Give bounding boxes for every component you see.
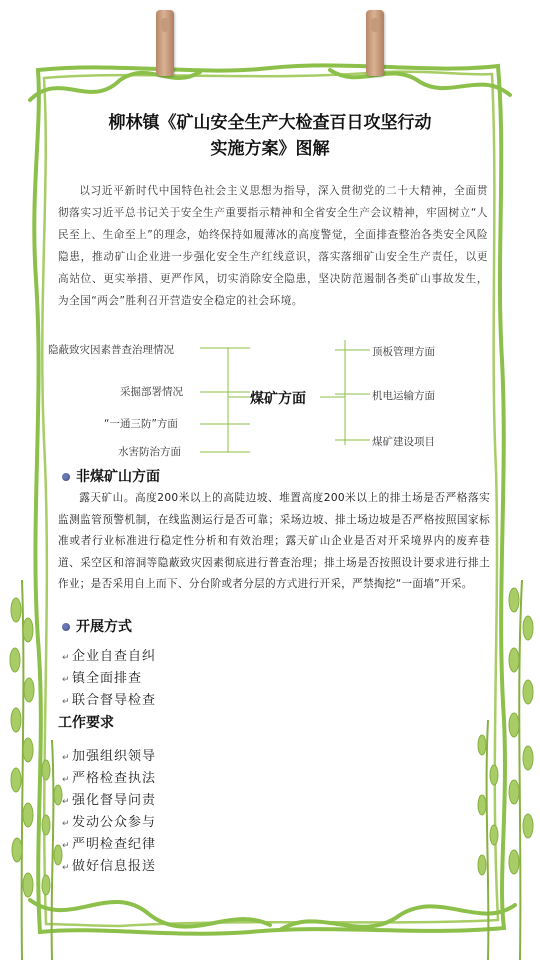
list-item: ↵做好信息报送 [62, 856, 156, 878]
list-item: ↵发动公众参与 [62, 812, 156, 834]
paragraph-mark-icon: ↵ [62, 841, 71, 851]
mindmap-left-1: 隐蔽致灾因素普查治理情况 [48, 344, 174, 356]
clothespin-right [366, 10, 384, 76]
methods-list [62, 646, 156, 712]
intro-paragraph: 以习近平新时代中国特色社会主义思想为指导，深入贯彻党的二十大精神，全面贯彻落实习近平总书记关于安全生产重要指示精神和全省安全生产会议精神，牢固树立“人民至上、生命至上”的理念，始终保持如履薄冰的高度警觉，全面排查整治各类安全风险隐患，推动矿山企业进一步强化安全生产红线意识，落实落细矿山安全生产责任，以更高站位、更实举措、更严作风，切实消除安全隐患，坚决防范遏制各类矿山事故发生，为全国“两会”胜利召开营造安全稳定的社会环境。 [58, 185, 488, 307]
non-coal-paragraph: 露天矿山。高度200米以上的高陡边坡、堆置高度200米以上的排土场是否严格落实监测监管预警机制，在线监测运行是否可靠；采场边坡、排土场边坡是否严格按照国家标准或者行业标准进行稳定性分析和有效治理；露天矿山企业是否对开采境界内的废弃巷道、采空区和溶洞等隐蔽致灾因素彻底进行普查治理；排土场是否按照设计要求进行排土作业；是否采用自上而下、分台阶或者分层的方式进行开采，严禁掏挖“一面墙”开采。 [58, 492, 490, 590]
mindmap-left-2: 采掘部署情况 [120, 386, 183, 398]
bullet-icon [62, 623, 70, 631]
requirements-heading: 工作要求 [58, 715, 114, 731]
bullet-icon [62, 473, 70, 481]
list-item: ↵严明检查纪律 [62, 834, 156, 856]
mindmap-left-4: 水害防治方面 [118, 446, 181, 458]
paragraph-mark-icon: ↵ [62, 753, 71, 763]
paragraph-mark-icon: ↵ [62, 797, 71, 807]
paragraph-mark-icon: ↵ [62, 775, 71, 785]
title-line-1: 柳林镇《矿山安全生产大检查百日攻坚行动 [108, 113, 432, 133]
methods-heading: 开展方式 [62, 616, 132, 636]
paragraph-mark-icon: ↵ [62, 863, 71, 873]
paragraph-mark-icon: ↵ [62, 653, 71, 663]
list-item: ↵加强组织领导 [62, 746, 156, 768]
page-title [60, 110, 480, 162]
paragraph-mark-icon: ↵ [62, 675, 71, 685]
mindmap-right-3: 煤矿建设项目 [372, 436, 435, 448]
list-item: ↵联合督导检查 [62, 690, 156, 712]
mindmap-right-1: 顶板管理方面 [372, 346, 435, 358]
paragraph-mark-icon: ↵ [62, 819, 71, 829]
list-item: ↵镇全面排查 [62, 668, 156, 690]
clothespin-left [156, 10, 174, 76]
mindmap-left-3: “一通三防”方面 [104, 418, 178, 430]
paragraph-mark-icon: ↵ [62, 697, 71, 707]
non-coal-heading: 非煤矿山方面 [62, 466, 160, 486]
requirements-list [62, 746, 156, 878]
mindmap-center: 煤矿方面 [250, 391, 306, 407]
list-item: ↵企业自查自纠 [62, 646, 156, 668]
title-line-2: 实施方案》图解 [210, 139, 330, 159]
mindmap-right-2: 机电运输方面 [372, 390, 435, 402]
list-item: ↵严格检查执法 [62, 768, 156, 790]
list-item: ↵强化督导问责 [62, 790, 156, 812]
